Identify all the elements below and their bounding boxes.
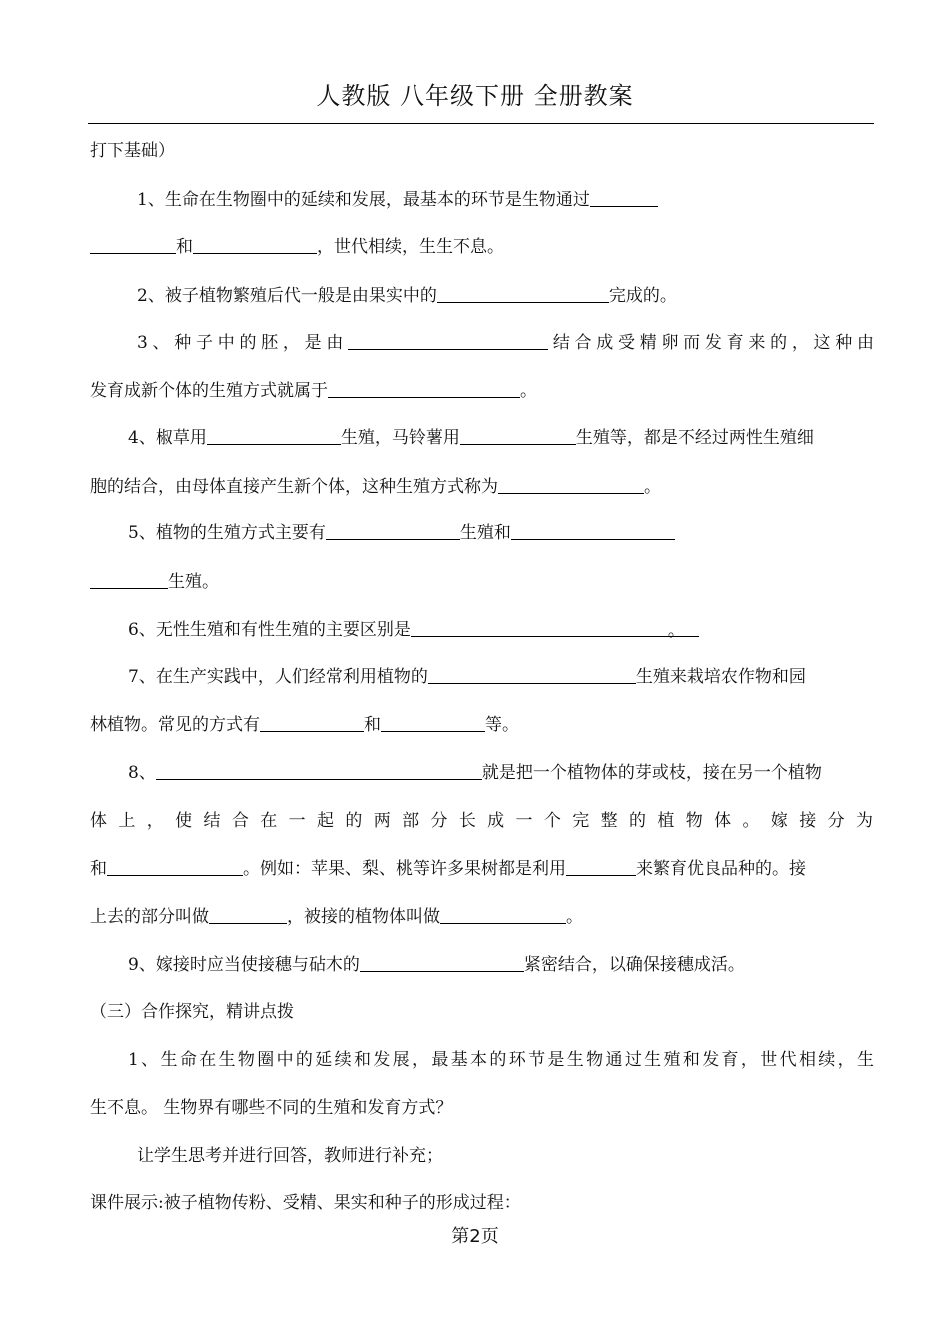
fill-blank[interactable] xyxy=(326,523,460,540)
page-header-title: 人教版 八年级下册 全册教案 xyxy=(316,82,634,110)
question-3-cont: 发育成新个体的生殖方式就属于 。 xyxy=(90,381,537,401)
fill-blank[interactable] xyxy=(590,190,658,207)
question-3: 3、种子中的胚，是由 结合成受精卵而发育来的，这种由 xyxy=(137,333,874,353)
question-7: 7、在生产实践中，人们经常利用植物的 生殖来栽培农作物和园 xyxy=(128,667,806,687)
fill-blank[interactable] xyxy=(90,572,168,589)
question-7-cont: 林植物。常见的方式有 和 等。 xyxy=(90,715,519,735)
fill-blank[interactable] xyxy=(428,667,636,684)
question-4: 4、椒草用 生殖，马铃薯用 生殖等，都是不经过两性生殖细 xyxy=(128,428,814,448)
section-heading: （三）合作探究，精讲点拨 xyxy=(90,1002,294,1022)
fill-blank[interactable] xyxy=(107,859,243,876)
fill-blank[interactable] xyxy=(90,237,176,254)
fill-blank[interactable] xyxy=(360,955,524,972)
question-5-cont: 生殖。 xyxy=(90,571,874,593)
question-9: 9、嫁接时应当使接穗与砧木的 紧密结合，以确保接穗成活。 xyxy=(128,955,745,975)
fill-blank[interactable] xyxy=(207,428,341,445)
fill-blank[interactable] xyxy=(328,381,520,398)
question-4-cont: 胞的结合，由母体直接产生新个体，这种生殖方式称为 。 xyxy=(90,477,661,497)
fill-blank[interactable] xyxy=(260,715,364,732)
text-line: 课件展示:被子植物传粉、受精、果实和种子的形成过程： xyxy=(90,1193,521,1213)
page-number: 第2页 xyxy=(451,1226,499,1247)
fill-blank[interactable] xyxy=(511,523,675,540)
question-1: 1、生命在生物圈中的延续和发展，最基本的环节是生物通过 xyxy=(137,189,877,211)
fill-blank[interactable] xyxy=(156,763,482,780)
text-line: 让学生思考并进行回答，教师进行补充； xyxy=(137,1146,443,1166)
question-8-cont-3: 上去的部分叫做 ，被接的植物体叫做 。 xyxy=(90,907,583,927)
text-line: 生不息。 生物界有哪些不同的生殖和发育方式？ xyxy=(90,1098,453,1118)
question-6: 6、无性生殖和有性生殖的主要区别是 。 xyxy=(128,619,874,641)
fill-blank[interactable] xyxy=(209,907,287,924)
fill-blank[interactable] xyxy=(193,237,317,254)
header-rule xyxy=(88,123,874,124)
question-2: 2、被子植物繁殖后代一般是由果实中的 完成的。 xyxy=(137,286,677,306)
text-line: 打下基础） xyxy=(90,141,175,161)
question-8: 8、 就是把一个植物体的芽或枝，接在另一个植物 xyxy=(128,763,822,783)
text-line: 1、生命在生物圈中的延续和发展，最基本的环节是生物通过生殖和发育，世代相续，生 xyxy=(128,1050,874,1070)
fill-blank[interactable] xyxy=(566,859,636,876)
question-8-cont: 体上，使结合在一起的两部分长成一个完整的植物体。嫁接分为 xyxy=(90,811,873,831)
question-5: 5、植物的生殖方式主要有 生殖和 xyxy=(128,522,874,544)
fill-blank[interactable] xyxy=(437,286,609,303)
fill-blank[interactable]: 。 xyxy=(411,620,699,637)
fill-blank[interactable] xyxy=(460,428,576,445)
fill-blank[interactable] xyxy=(440,907,566,924)
question-1-cont: 和 ，世代相续，生生不息。 xyxy=(90,236,874,258)
question-8-cont-2: 和 。例如：苹果、梨、桃等许多果树都是利用 来繁育优良品种的。接 xyxy=(90,859,806,879)
fill-blank[interactable] xyxy=(348,333,548,350)
fill-blank[interactable] xyxy=(498,477,644,494)
fill-blank[interactable] xyxy=(381,715,485,732)
